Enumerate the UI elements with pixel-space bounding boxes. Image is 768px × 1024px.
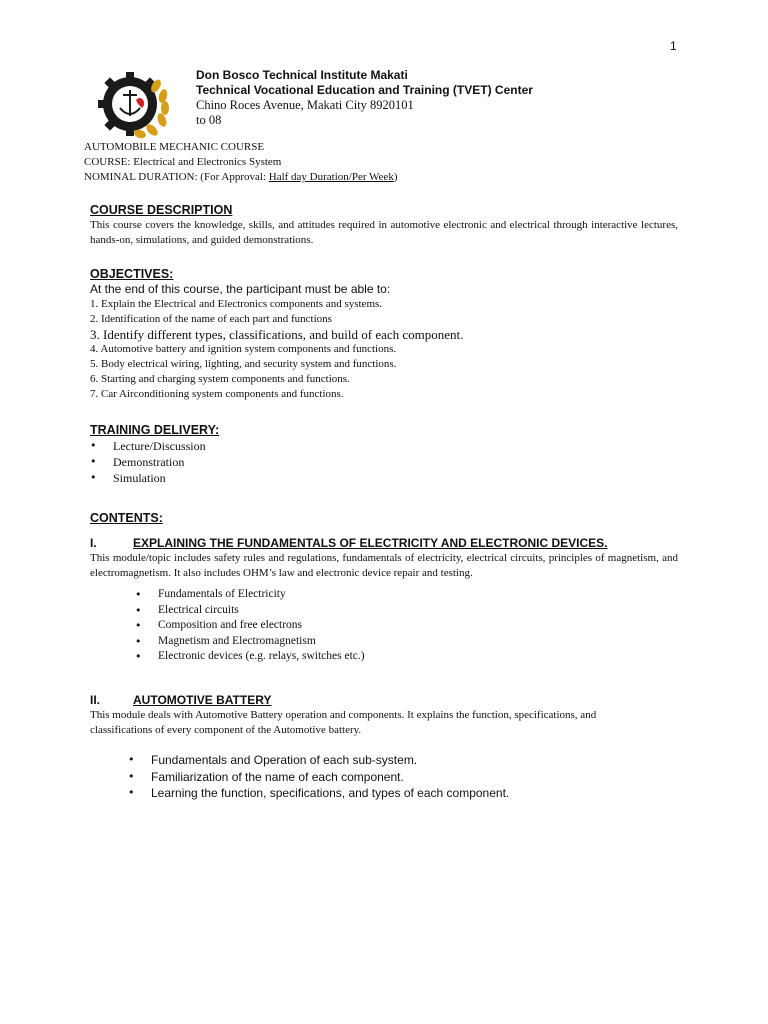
list-item: • Fundamentals and Operation of each sub-system. xyxy=(128,752,678,769)
objectives-section xyxy=(90,266,678,402)
address: Chino Roces Avenue, Makati City 8920101 xyxy=(196,98,414,112)
section-1-text: This module/topic includes safety rules and regulations, fundamentals of electricity, electrical circuits, principles of magnetism, and electromagnetism. It also includes OHM’s law and electronic device repair and testing. xyxy=(90,552,678,579)
address-continued: to 08 xyxy=(196,113,222,127)
contents-heading: CONTENTS: xyxy=(90,511,163,525)
section-1-title-text: EXPLAINING THE FUNDAMENTALS OF ELECTRICITY AND ELECTRONIC DEVICES. xyxy=(133,536,608,550)
objective-item: 6. Starting and charging system components and functions. xyxy=(90,373,350,385)
section-2-title xyxy=(90,693,678,708)
program-name: AUTOMOBILE MECHANIC COURSE xyxy=(84,141,265,153)
list-item: • Lecture/Discussion xyxy=(90,438,678,454)
center-name: Technical Vocational Education and Training (TVET) Center xyxy=(196,83,533,97)
objectives-heading: OBJECTIVES: xyxy=(90,267,174,281)
section-2-title-text: AUTOMOTIVE BATTERY xyxy=(133,693,272,707)
institute-name: Don Bosco Technical Institute Makati xyxy=(196,68,408,82)
page-number: 1 xyxy=(670,39,677,53)
section-1 xyxy=(90,536,678,665)
header xyxy=(196,68,533,128)
objective-item: 1. Explain the Electrical and Electronics components and systems. xyxy=(90,298,383,310)
section-2-number: II. xyxy=(90,693,101,707)
nominal-duration xyxy=(84,170,398,185)
training-delivery-heading: TRAINING DELIVERY: xyxy=(90,423,220,437)
list-item: • Magnetism and Electromagnetism xyxy=(135,634,678,650)
list-item: • Electrical circuits xyxy=(135,603,678,619)
list-item: • Learning the function, specifications, and types of each component. xyxy=(128,785,678,802)
duration-value: Half day Duration/Per Week xyxy=(268,171,394,183)
institute-logo xyxy=(96,70,176,140)
objectives-lead: At the end of this course, the participant must be able to: xyxy=(90,282,391,296)
course-description-text: This course covers the knowledge, skills, and attitudes required in automotive electronic and electrical through interactive lectures, hands-on, simulations, and guided demonstrations. xyxy=(90,219,678,246)
contents-section xyxy=(90,510,678,526)
objective-item: 2. Identification of the name of each part and functions xyxy=(90,313,332,325)
section-2-text: This module deals with Automotive Battery operation and components. It explains the function, specifications, and classifications of every component of the Automotive battery. xyxy=(90,709,597,736)
list-item: • Demonstration xyxy=(90,454,678,470)
duration-suffix: ) xyxy=(393,171,398,183)
section-2 xyxy=(90,693,678,802)
list-item: • Familiarization of the name of each component. xyxy=(128,769,678,786)
objective-item: 7. Car Airconditioning system components and functions. xyxy=(90,388,344,400)
course-name: COURSE: Electrical and Electronics System xyxy=(84,156,282,168)
course-meta xyxy=(84,140,398,185)
section-1-title xyxy=(90,536,678,551)
list-item: • Electronic devices (e.g. relays, switches etc.) xyxy=(135,649,678,665)
course-description-heading: COURSE DESCRIPTION xyxy=(90,203,233,217)
objective-item: 4. Automotive battery and ignition system components and functions. xyxy=(90,343,397,355)
section-1-number: I. xyxy=(90,536,97,550)
duration-prefix: NOMINAL DURATION: (For Approval: xyxy=(84,171,269,183)
course-description-section xyxy=(90,202,678,248)
objective-item: 3. Identify different types, classifications, and build of each component. xyxy=(90,327,464,342)
list-item: • Simulation xyxy=(90,470,678,486)
training-delivery-section xyxy=(90,422,678,486)
list-item: • Composition and free electrons xyxy=(135,618,678,634)
objective-item: 5. Body electrical wiring, lighting, and security system and functions. xyxy=(90,358,397,370)
list-item: • Fundamentals of Electricity xyxy=(135,587,678,603)
